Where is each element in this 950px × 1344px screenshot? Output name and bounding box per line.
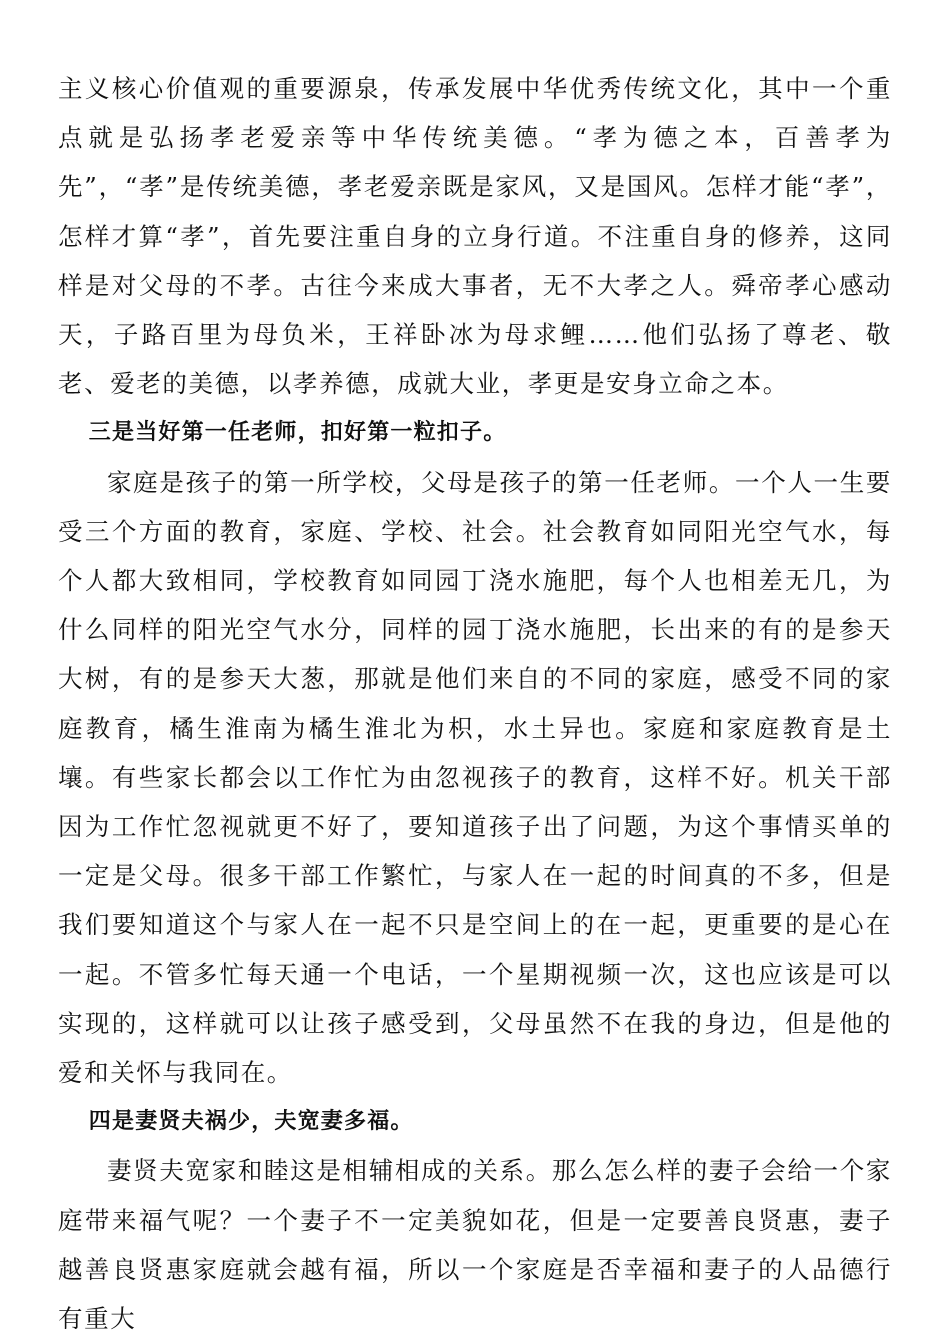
body-paragraph-continued: 主义核心价值观的重要源泉，传承发展中华优秀传统文化，其中一个重点就是弘扬孝老爱亲等中华传统美德。“孝为德之本，百善孝为先”，“孝”是传统美德，孝老爱亲既是家风，又是国风。怎样才能“孝”，怎样才算“孝”，首先要注重自身的立身行道。不注重自身的修养，这同样是对父母的不孝。古往今来成大事者，无不大孝之人。舜帝孝心感动天，子路百里为母负米，王祥卧冰为母求鲤……他们弘扬了尊老、敬老、爱老的美德，以孝养德，成就大业，孝更是安身立命之本。 xyxy=(58,74,892,399)
body-paragraph-family-education: 家庭是孩子的第一所学校，父母是孩子的第一任老师。一个人一生要受三个方面的教育，家庭、学校、社会。社会教育如同阳光空气水，每个人都大致相同，学校教育如同园丁浇水施肥，每个人也相差无几，为什么同样的阳光空气水分，同样的园丁浇水施肥，长出来的有的是参天大树，有的是参天大葱，那就是他们来自的不同的家庭，感受不同的家庭教育，橘生淮南为橘生淮北为枳，水土异也。家庭和家庭教育是土壤。有些家长都会以工作忙为由忽视孩子的教育，这样不好。机关干部因为工作忙忽视就更不好了，要知道孩子出了问题，为这个事情买单的一定是父母。很多干部工作繁忙，与家人在一起的时间真的不多，但是我们要知道这个与家人在一起不只是空间上的在一起，更重要的是心在一起。不管多忙每天通一个电话，一个星期视频一次，这也应该是可以实现的，这样就可以让孩子感受到，父母虽然不在我的身边，但是他的爱和关怀与我同在。 xyxy=(58,467,892,1088)
section-heading-three: 三是当好第一任老师，扣好第一粒扣子。 xyxy=(88,420,507,446)
section-heading-four: 四是妻贤夫祸少，夫宽妻多福。 xyxy=(88,1109,414,1135)
body-paragraph-spouse: 妻贤夫宽家和睦这是相辅相成的关系。那么怎么样的妻子会给一个家庭带来福气呢？一个妻子不一定美貌如花，但是一定要善良贤惠，妻子越善良贤惠家庭就会越有福，所以一个家庭是否幸福和妻子的人品德行有重大 xyxy=(58,1156,892,1334)
document-page xyxy=(58,64,892,1343)
